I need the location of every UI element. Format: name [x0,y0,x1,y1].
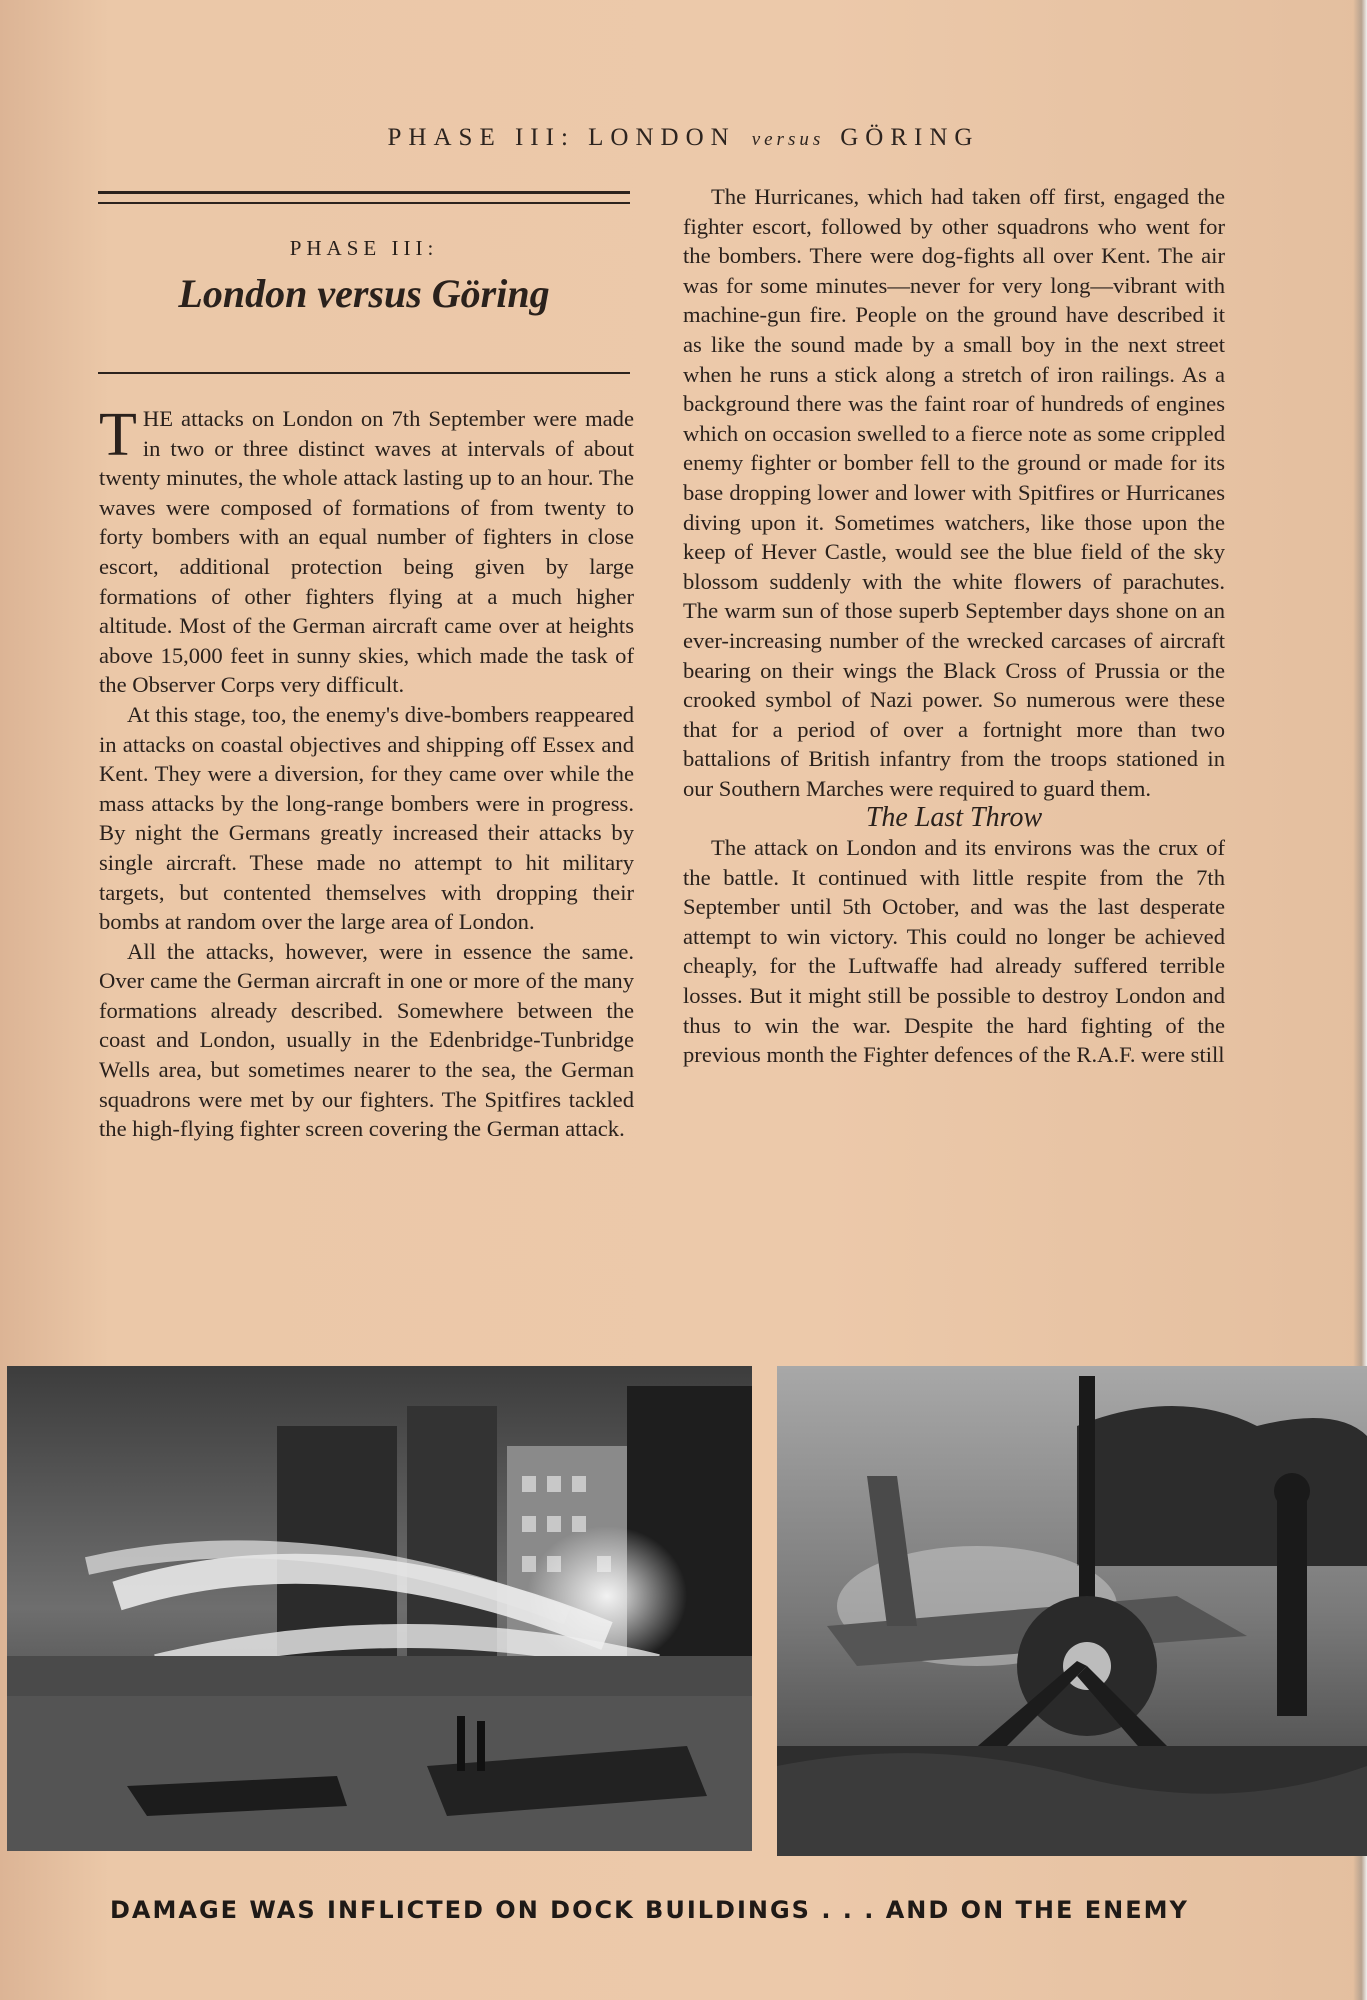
left-paragraph-1 [99,401,634,700]
right-paragraph-2: The attack on London and its environs was the crux of the battle. It continued with little respite from the 7th September until 5th October, and was the last desperate attempt to win victory. This could no longer be achieved cheaply, for the Luftwaffe had already suffered terrible losses. But it might still be possible to destroy London and thus to win the war. Despite the hard fighting of the previous month the Fighter defences of the R.A.F. were still [683,835,1225,1068]
section-rule-bottom [98,372,630,374]
running-head-left: PHASE III: LONDON [387,124,736,151]
photo-crashed-aircraft [777,1366,1367,1856]
subheading: The Last Throw [865,802,1043,834]
crashed-aircraft-image [777,1366,1367,1856]
left-paragraph-1-text: HE attacks on London on 7th September were made in two or three distinct waves at intervals of about twenty minutes, the whole attack lasting up to an hour. The waves were composed of formations of from twenty to forty bombers with an equal number of fighters in close escort, additional protection being given by large formations of other fighters flying at a much higher altitude. Most of the German aircraft came over at heights above 15,000 feet in sunny skies, which made the task of the Observer Corps very difficult. [99,406,634,698]
left-paragraph-2: At this stage, too, the enemy's dive-bombers reappeared in attacks on coastal objectives and shipping off Essex and Kent. They were a diversion, for they came over while the mass attacks by the long-range bombers were in progress. By night the Germans greatly increased their attacks by single aircraft. These made no attempt to hit military targets, but contented themselves with dropping their bombs at random over the large area of London. [99,701,634,935]
section-rule-top [98,191,630,204]
running-head-versus: versus [751,129,825,150]
left-column [99,401,634,1144]
section-label: PHASE III: [289,236,439,260]
running-head [0,124,1367,152]
photo-dock-fire [7,1366,752,1851]
right-column [683,182,1225,1070]
dock-fire-image [7,1366,752,1851]
drop-cap: T [99,401,137,469]
left-paragraph-3: All the attacks, however, were in essence the same. Over came the German aircraft in one or more of the many formations already described. Somewhere between the coast and London, usually in the Edenbridge-Tunbridge Wells area, but sometimes nearer to the sea, the German squadrons were met by our fighters. The Spitfires tackled the high-flying fighter screen covering the German attack. [99,938,634,1142]
section-title: London versus Göring [178,271,550,316]
photo-caption: DAMAGE WAS INFLICTED ON DOCK BUILDINGS . . . AND ON THE ENEMY [110,1896,1189,1924]
right-paragraph-1: The Hurricanes, which had taken off first, engaged the fighter escort, followed by other squadrons who went for the bombers. There were dog-fights all over Kent. The air was for some minutes—never for very long—vibrant with machine-gun fire. People on the ground have described it as like the sound made by a small boy in the next street when he runs a stick along a stretch of iron railings. As a background there was the faint roar of hundreds of engines which on occasion swelled to a fierce note as some crippled enemy fighter or bomber fell to the ground or made for its base dropping lower and lower with Spitfires or Hurricanes diving upon it. Sometimes watchers, like those upon the keep of Hever Castle, would see the blue field of the sky blossom suddenly with the white flowers of parachutes. The warm sun of those superb September days shone on an ever-increasing number of the wrecked carcases of aircraft bearing on their wings the Black Cross of Prussia or the crooked symbol of Nazi power. So numerous were these that for a period of over a fortnight more than two battalions of British infantry from the troops stationed in our Southern Marches were required to guard them. [683,184,1225,801]
running-head-right: GÖRING [840,124,980,151]
